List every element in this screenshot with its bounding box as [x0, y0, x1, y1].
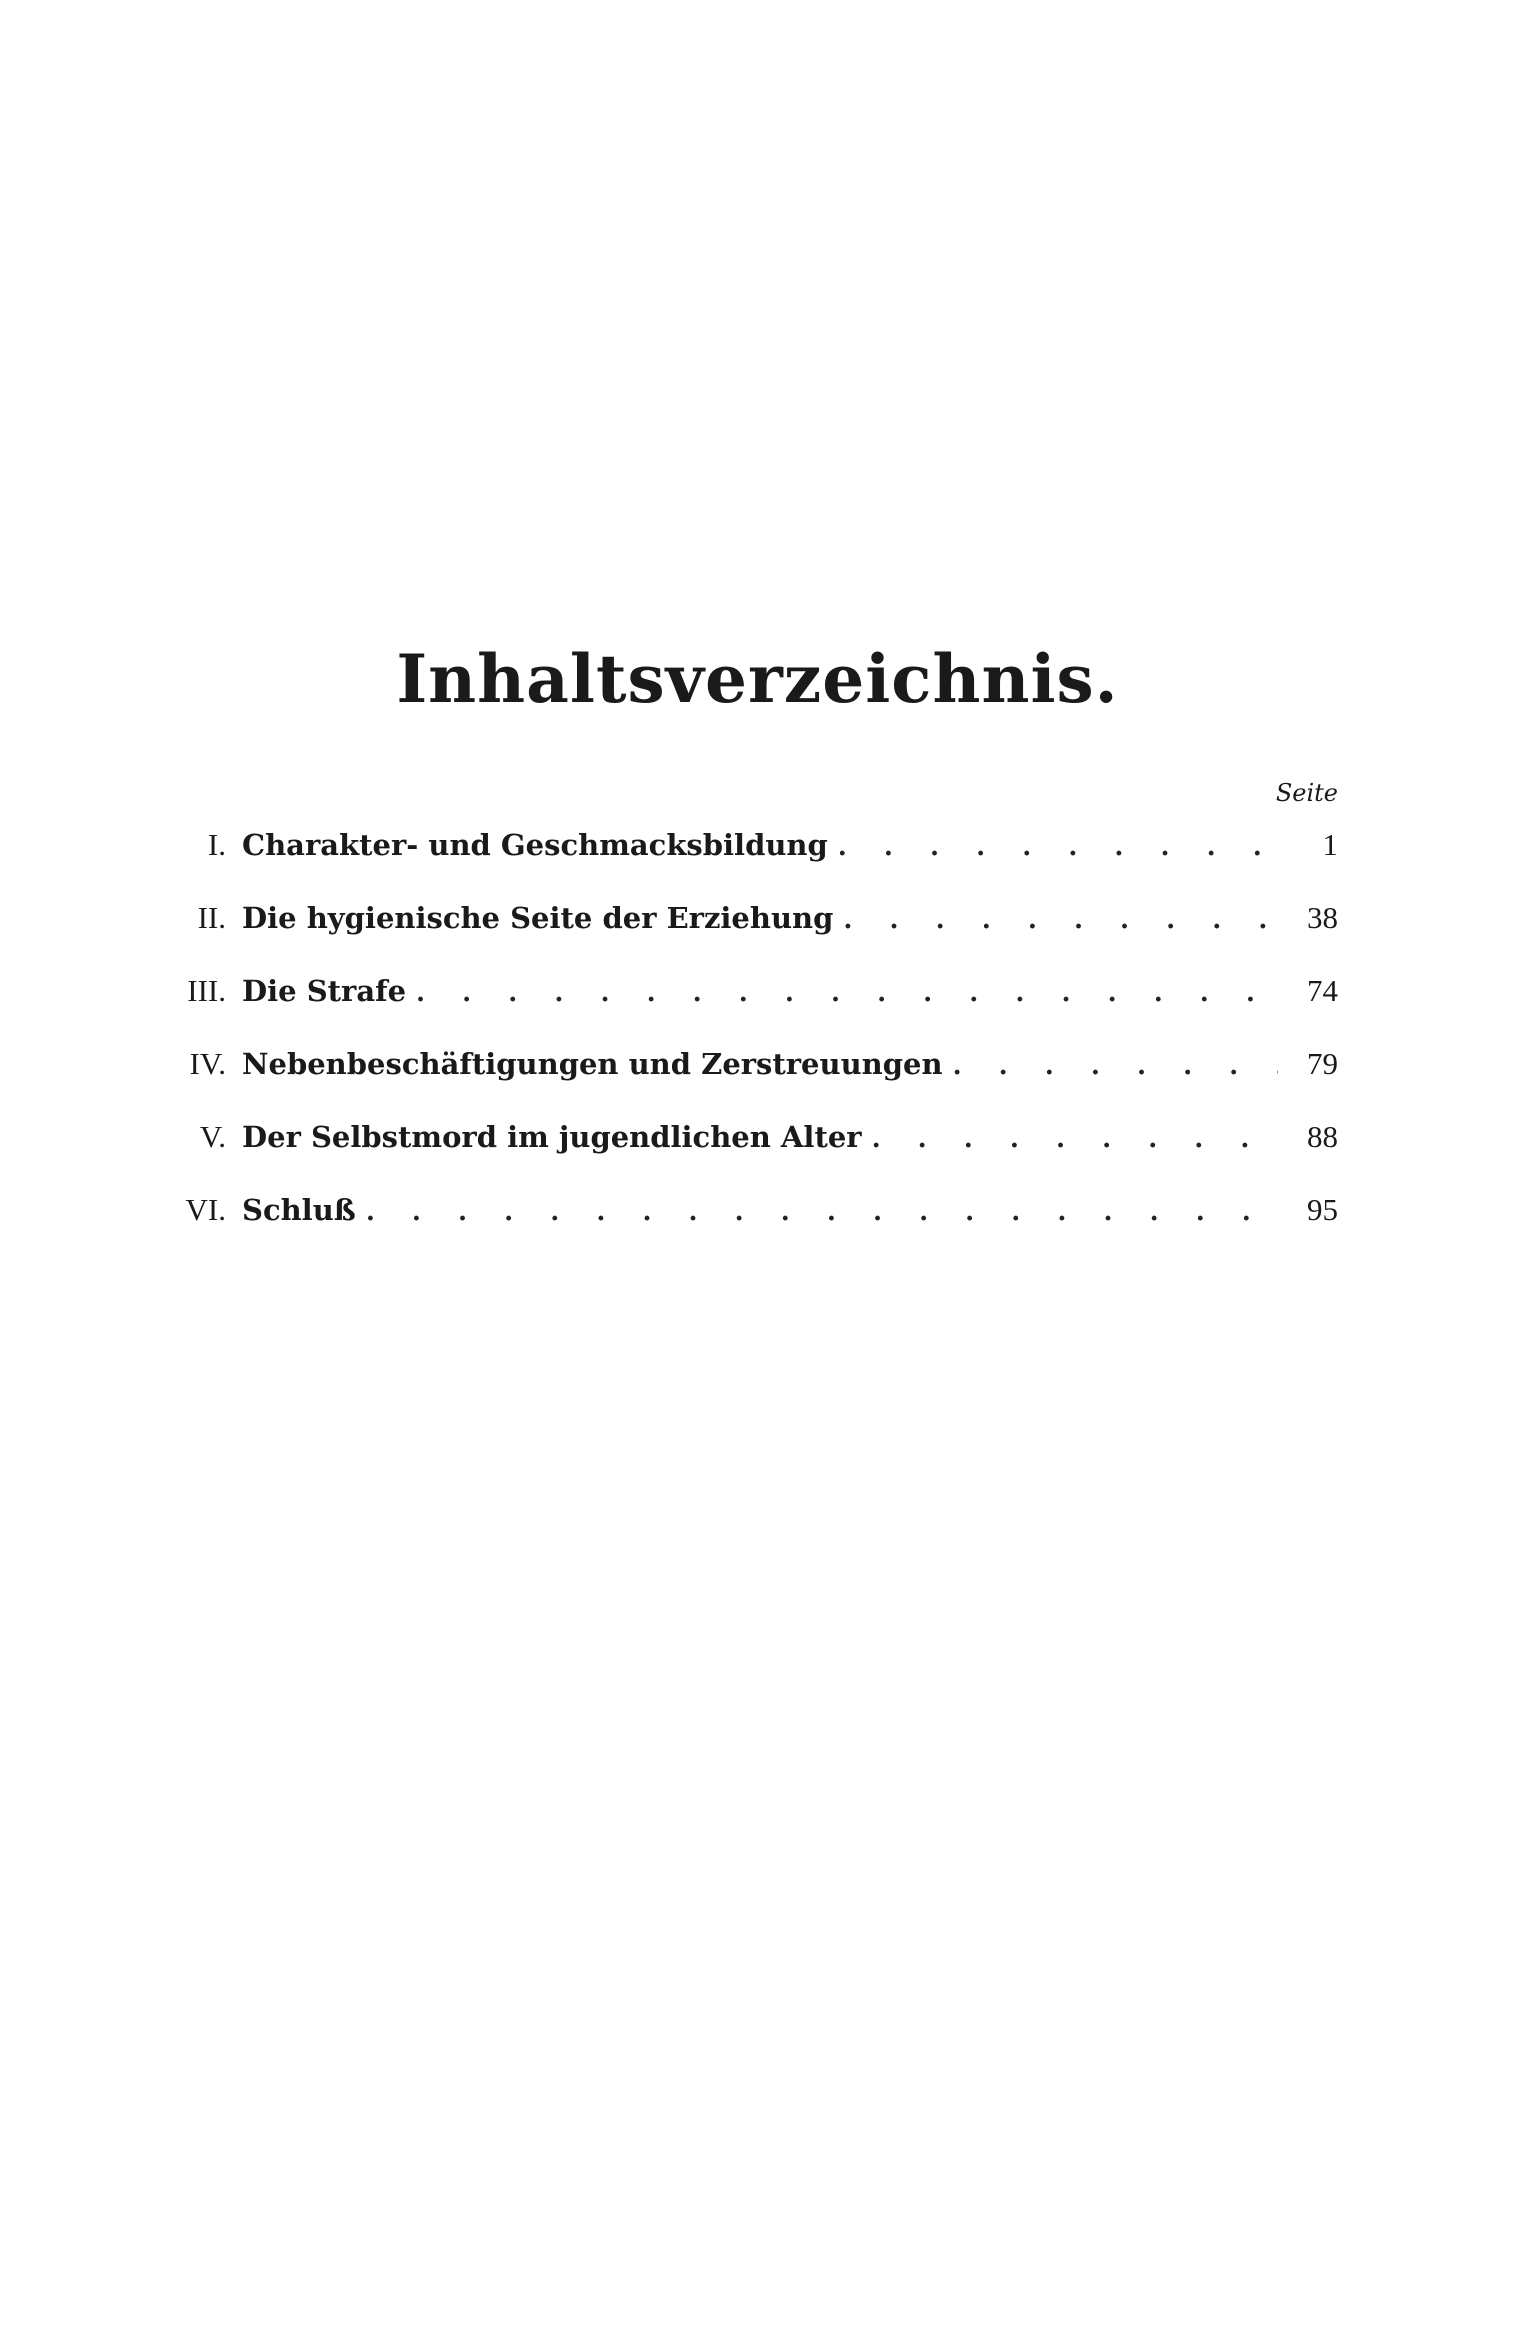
dot-leader [953, 1030, 1278, 1103]
dot-leader [872, 1103, 1278, 1176]
toc-entry-page: 95 [1307, 1192, 1338, 1227]
toc-entry-label: Charakter- und Geschmacksbildung [242, 828, 828, 862]
toc-entry-page: 88 [1307, 1119, 1338, 1154]
toc-entry-label: Die hygienische Seite der Erziehung [242, 901, 834, 935]
toc-entry-label: Die Strafe [242, 974, 407, 1008]
toc-entry-number: II. [197, 900, 226, 935]
toc-entry-label: Schluß [242, 1193, 356, 1227]
toc-entry [150, 1027, 1338, 1100]
toc-entry-number: V. [199, 1119, 226, 1154]
toc-entry [150, 1100, 1338, 1173]
toc-entry-page: 79 [1307, 1046, 1338, 1081]
toc-entry [150, 1173, 1338, 1246]
toc-entry [150, 808, 1338, 881]
toc-entry-number: III. [187, 973, 226, 1008]
toc-entry-number: VI. [185, 1192, 226, 1227]
table-of-contents [150, 778, 1338, 1246]
toc-entry-page: 1 [1322, 827, 1338, 862]
toc-entry-page: 74 [1307, 973, 1338, 1008]
dot-leader [416, 957, 1278, 1030]
toc-entry-page: 38 [1307, 900, 1338, 935]
page-column-header: Seite [1275, 779, 1338, 807]
toc-entry-label: Nebenbeschäftigungen und Zerstreuungen [242, 1047, 943, 1081]
toc-entry [150, 954, 1338, 1027]
toc-entry-number: IV. [189, 1046, 226, 1081]
dot-leader [838, 811, 1278, 884]
dot-leader [843, 884, 1278, 957]
dot-leader [366, 1176, 1278, 1249]
toc-entry-label: Der Selbstmord im jugendlichen Alter [242, 1120, 862, 1154]
toc-entry-number: I. [207, 827, 226, 862]
toc-entry [150, 881, 1338, 954]
page-title: Inhaltsverzeichnis. [396, 640, 1119, 718]
